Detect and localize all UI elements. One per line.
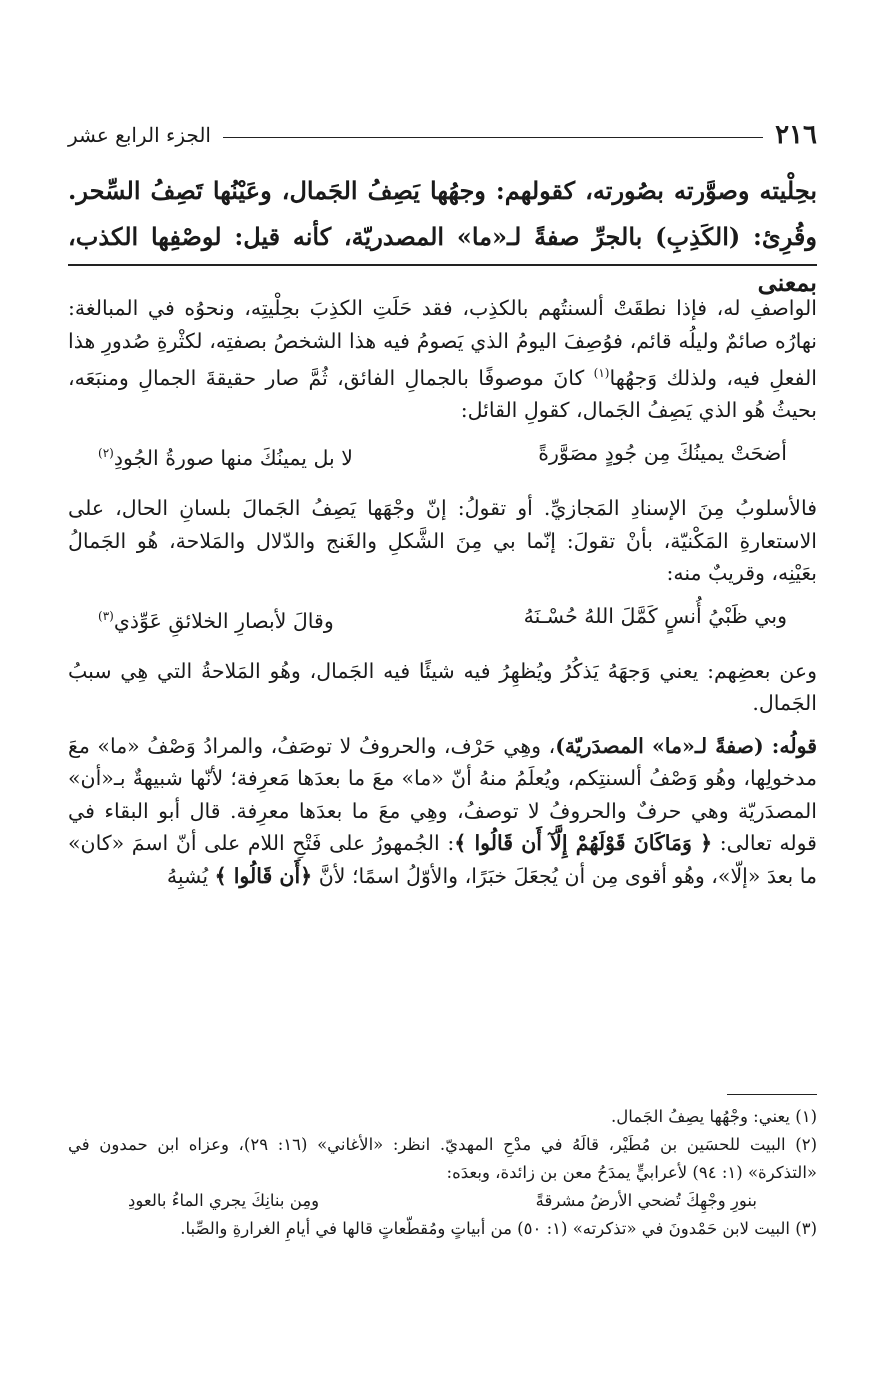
footnote-separator — [727, 1094, 817, 1095]
verse-1-first-hemistich: أضحَتْ يمينُكَ مِن جُودٍ مصَوَّرةً — [538, 440, 787, 465]
quoted-text — [68, 168, 817, 306]
commentary-paragraph-1: الواصفِ له، فإذا نطقَتْ ألسنتُهم بالكذِب، فقد حَلَتِ الكذِبَ بحِلْيتِه، ونحوُه في المبالغة: نهارُه صائمٌ وليلُه قائم، فوُصِفَ اليومُ الذي يَصومُ فيه هذا الشخصُ بصفتِه، لكثْرةِ صُدورِ هذا الفعلِ فيه، ولذلك وَجهُها$^{(١)}$ كانَ موصوفًا بالجمالِ الفائق، ثُمَّ صار حقيقةَ الجمالِ ومنبَعَه، بحيثُ هُو الذي يَصِفُ الجَمال، كقولِ القائل: — [68, 296, 817, 423]
header-rule — [223, 137, 763, 138]
footnote-3: (٣) البيت لابن حَمْدونَ في «تذكرته» (١: ٥٠) من أبياتٍ ومُقطّعاتٍ قالها في أيامِ الغرارةِ والصِّبا. — [180, 1219, 817, 1238]
verse-2 — [98, 600, 787, 637]
quran-quote-1: ﴿ وَمَاكَانَ قَوْلَهُمْ إِلَّآ أَن قَالُوا ﴾ — [454, 831, 713, 856]
footnote-ref-1: (١) — [593, 366, 610, 380]
volume-title: الجزء الرابع عشر — [68, 123, 211, 147]
quoted-phrase: قولُه: (صفةً لـ«ما» المصدَريّة) — [555, 733, 817, 758]
footnote-ref-3: (٣) — [98, 608, 114, 623]
footnote-2: (٢) البيت للحسَين بن مُطَيْر، قالَهُ في مدْحِ المهديّ. انظر: «الأغاني» (١٦: ٢٩)، وعزاه ابن حمدون في «التذكرة» (١: ٩٤) لأعرابيٍّ يمدَحُ معن بن زائدة، وبعدَه: — [68, 1135, 817, 1182]
page-header — [68, 118, 817, 152]
commentary-paragraph-3: وعن بعضِهم: يعني وَجهَهُ يَذكُرُ ويُظهِرُ فيه شيئًا فيه الجَمال، وهُو المَلاحةُ التي هِي سببُ الجَمال. — [68, 658, 817, 716]
quoted-line-2: وقُرِئ: (الكَذِبِ) بالجرِّ صفةً لـ«ما» المصدريّة، كأنه قيل: لوصْفِها الكذب، بمعنى — [68, 222, 817, 297]
quran-quote-2: ﴿أَن قَالُوا ﴾ — [214, 863, 313, 888]
commentary-paragraph-2: فالأسلوبُ مِنَ الإسنادِ المَجازيِّ. أو تقولُ: إنّ وجْهَها يَصِفُ الجَمالَ بلسانِ الحال، على الاستعارةِ المَكْنيّة، بأنْ تقولَ: إنّما بي مِنَ الشَّكلِ والغَنج والدّلال والمَلاحة، هُو الجَمالُ بعَيْنِه، وقريبٌ منه: — [68, 496, 817, 586]
quoted-text-rule — [68, 264, 817, 266]
footnote-1: (١) يعني: وجْهُها يصِفُ الجَمال. — [610, 1107, 817, 1126]
book-page — [68, 0, 817, 1394]
verse-1-second-hemistich: لا بل يمينُكَ منها صورةُ الجُودِ$^{(٢)}$ — [98, 445, 353, 470]
commentary — [68, 292, 817, 902]
commentary-paragraph-4: قولُه: (صفةً لـ«ما» المصدَريّة)، وهِي حَرْف، والحروفُ لا توصَفُ، والمرادُ وَصْفُ «ما» معَ مدخولِها، وهُو وَصْفُ ألسنتِكم، ويُعلَمُ منهُ أنّ «ما» معَ ما بعدَها مَعرِفة؛ لأنّها شبيهةٌ بـ«أن» المصدَريّة وهي حرفٌ والحروفُ لا توصفُ، وهِي معَ ما بعدَها معرِفة. قال أبو البقاء في قوله تعالى: ﴿ وَمَاكَانَ قَوْلَهُمْ إِلَّآ أَن قَالُوا ﴾: الجُمهورُ على فَتْحِ اللام على أنّ اسمَ «كان» ما بعدَ «إلّا»، وهُو أقوى مِن أن يُجعَلَ خبَرًا، والأوّلُ اسمًا؛ لأنَّ ﴿أَن قَالُوا ﴾ يُشبِهُ — [68, 733, 817, 888]
footnote-2-verse — [128, 1187, 757, 1215]
quoted-line-1: بحِلْيته وصوَّرته بصُورته، كقولهم: وجهُها يَصِفُ الجَمال، وعَيْنُها تَصِفُ السِّحر. — [68, 176, 817, 205]
verse-2-first-hemistich: وبي ظَبْيُ أُنسٍ كَمَّلَ اللهُ حُسْـنَهُ — [523, 603, 787, 628]
footnote-2-verse-first: بنورِ وجْهِكَ تُضحي الأرضُ مشرقةً — [535, 1191, 757, 1210]
footnotes — [68, 1103, 817, 1243]
footnote-2-verse-second: ومِن بنانِكَ يجري الماءُ بالعودِ — [128, 1191, 320, 1210]
page-number: ٢١٦ — [775, 120, 817, 150]
verse-1 — [98, 437, 787, 474]
footnote-ref-2: (٢) — [98, 445, 114, 460]
verse-2-second-hemistich: وقالَ لأبصارِ الخلائقِ عَوِّذي$^{(٣)}$ — [98, 608, 334, 633]
